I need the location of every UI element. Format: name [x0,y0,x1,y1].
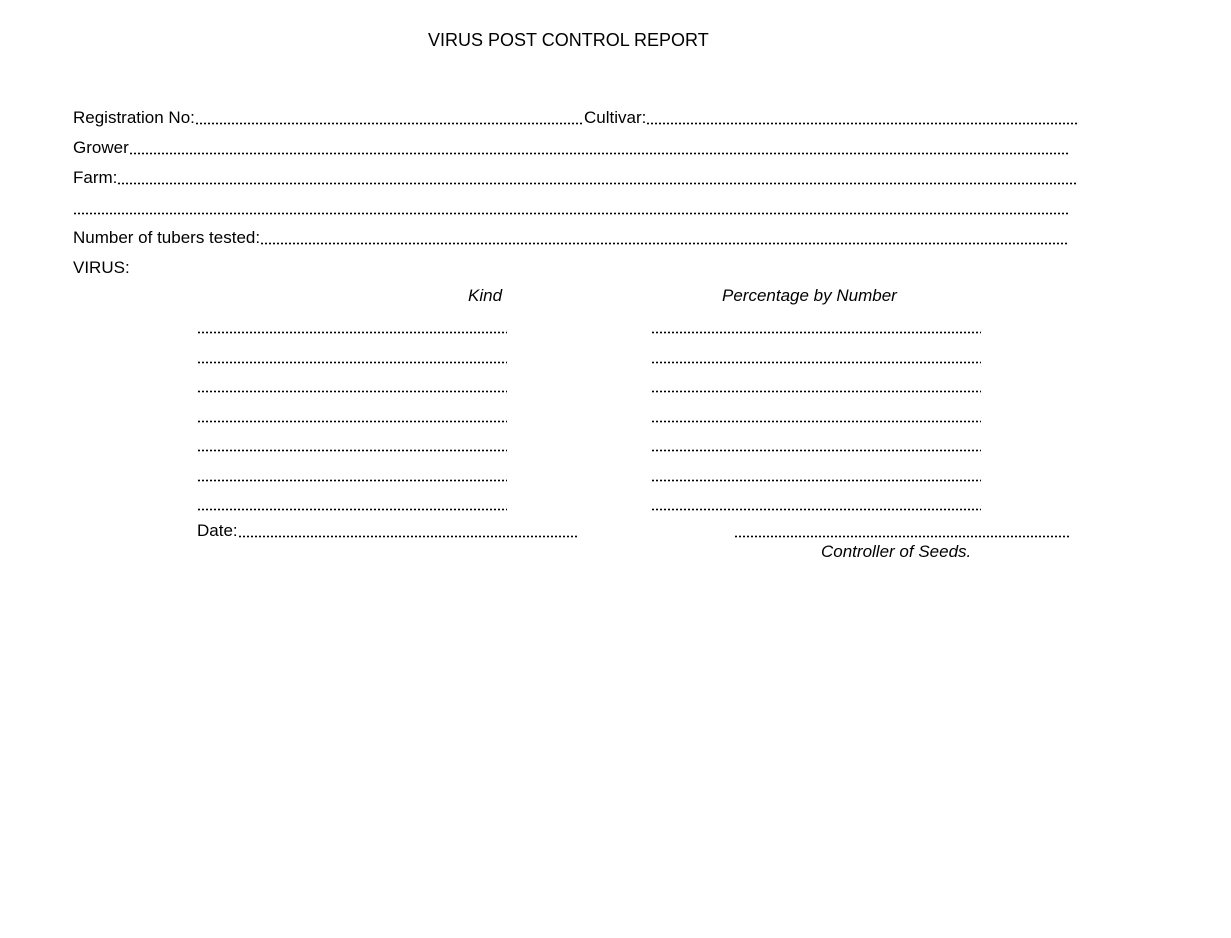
grower-field[interactable] [73,136,1069,158]
grower-label: Grower [73,138,129,157]
percentage-entry-line[interactable] [651,374,981,396]
controller-of-seeds-caption: Controller of Seeds. [821,542,972,561]
report-title: VIRUS POST CONTROL REPORT [428,30,709,50]
percentage-dotted-line[interactable] [651,420,981,423]
kind-dotted-line[interactable] [197,390,507,393]
kind-entry-line[interactable] [197,492,507,514]
farm-continuation-dotted-line[interactable] [73,212,1069,215]
farm-dotted-line[interactable] [117,182,1078,185]
tubers-tested-field[interactable] [73,226,1069,248]
kind-heading: Kind [468,286,503,305]
cultivar-field[interactable] [584,106,1078,128]
percentage-dotted-line[interactable] [651,449,981,452]
percentage-dotted-line[interactable] [651,479,981,482]
kind-entry-line[interactable] [197,404,507,426]
farm-label: Farm: [73,168,118,187]
percentage-entry-line[interactable] [651,463,981,485]
date-field[interactable] [197,519,578,541]
kind-dotted-line[interactable] [197,479,507,482]
kind-dotted-line[interactable] [197,508,507,511]
kind-entry-line[interactable] [197,345,507,367]
virus-label: VIRUS: [73,258,130,277]
farm-continuation-field[interactable] [73,196,1069,218]
signature-field[interactable] [734,519,1069,541]
percentage-entry-line[interactable] [651,492,981,514]
percentage-entry-line[interactable] [651,345,981,367]
percentage-entry-line[interactable] [651,433,981,455]
kind-dotted-line[interactable] [197,449,507,452]
percentage-dotted-line[interactable] [651,331,981,334]
registration-no-field[interactable] [73,106,584,128]
percentage-dotted-line[interactable] [651,361,981,364]
kind-dotted-line[interactable] [197,420,507,423]
percentage-dotted-line[interactable] [651,390,981,393]
percentage-entry-line[interactable] [651,315,981,337]
percentage-dotted-line[interactable] [651,508,981,511]
percentage-entry-line[interactable] [651,404,981,426]
grower-dotted-line[interactable] [129,152,1069,155]
tubers-tested-label: Number of tubers tested: [73,228,261,247]
date-dotted-line[interactable] [238,535,578,538]
kind-entry-line[interactable] [197,463,507,485]
percentage-heading: Percentage by Number [722,286,897,305]
registration-no-label: Registration No: [73,108,195,127]
virus-section [73,256,273,278]
registration-no-dotted-line[interactable] [195,122,584,125]
signature-dotted-line[interactable] [734,535,1069,538]
kind-dotted-line[interactable] [197,361,507,364]
kind-dotted-line[interactable] [197,331,507,334]
kind-entry-line[interactable] [197,374,507,396]
kind-entry-line[interactable] [197,315,507,337]
tubers-tested-dotted-line[interactable] [260,242,1069,245]
kind-entry-line[interactable] [197,433,507,455]
date-label: Date: [197,521,238,540]
cultivar-dotted-line[interactable] [646,122,1078,125]
cultivar-label: Cultivar: [584,108,647,127]
farm-field[interactable] [73,166,1078,188]
